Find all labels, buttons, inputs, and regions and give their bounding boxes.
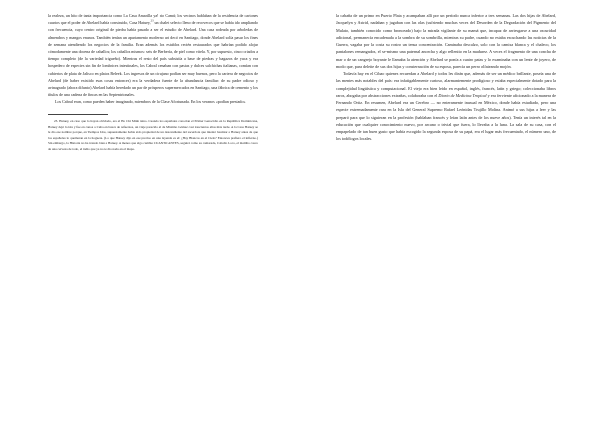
footnote: 23. Hatuey, en caso que lo hayan olvidado, era el Ho Chi Minh taíno. Cuando los españoles conocían el Primer Genocidio en la República Dominicana, Hatuey dejó la isla y fue en canoa a Cuba en busca de refuerzos, un viaje parecido al de Máximo Gómez casi trescientos años más tarde. A la Casa Hatuey se le dio ese nombre porque, en Tiempos Idos, supuestamente había sido propiedad de un descendiente del sacerdote que intentó bautizar a Hatuey antes de que los españoles lo quemaran en la hoguera. (Lo que Hatuey dijo en ese preciso en una leyenda es el: ¿Hay Blancos en el Cielo? Entonces prefiero el infierno.) Sin embargo, la Historia no ha tratado bien a Hatuey. A menos que algo cambie CUANTO ANTES, seguirá como su camarada, Caballo Loco, el maldito casco de una cerveza de todo, el indio que ya no te dio nada en el mapa. [48, 119, 258, 151]
left-page [48, 12, 258, 152]
footnote-rule [48, 114, 108, 115]
footnote-marker: 23 [150, 19, 154, 23]
left-paragraph-1 [48, 12, 258, 98]
right-paragraph-2-text-a: Todavía hay en el Cibao quienes recuerdan a Abelard y todos les dirán que, además de ser un médico brillante, poseía una de las mentes más notables del país: era infatigablemente curioso, alarmantemente prodigioso y estaba especialmente dotado para la complejidad lingüística y computacional. El viejo era bien leído en español, inglés, francés, latín y griego; coleccionaba libros raros, abogaba por abstracciones extrañas, colaboraba con el [336, 71, 556, 98]
right-paragraph-2 [336, 70, 556, 143]
right-page [336, 12, 556, 143]
left-paragraph-1-text-a: la realeza, un hito de tanta importancia como La Casa Amarilla ya! rio Camú; los vecinos hablaban de la residencia de cartones cuartos que el poder de Abelard había construido, Casa Hatuey, [48, 13, 258, 26]
right-paragraph-2-text-b: y era ferviente aficionado a la manera de Fernando Ortiz. En resumen, Abelard era un Cerebro — no enteramente inusual en México, donde había estudiado, pero una especie extremadamente rara en la Isla del General Supremo Rafael Leónidas Trujillo Molina. Animó a sus hijas a leer y las preparó para que lo siguieran en la profesión (hablaban francés y leían latín antes de los nueve años). Tenía un interés tal en la educación que cualquier conocimiento nuevo, por arcano o trivial que fuera, lo llevaba a la luna. La sala de su casa, con el empapelado de tan buen gusto que había escogido la segunda esposa de su papá, era el lugar más frecuentado, el número uno, de los todólogos locales. [336, 92, 556, 142]
left-paragraph-2: Los Cabral eran, como pueden haber imaginado, miembros de la Clase Afortunada. En los veranos «podían prestado» [55, 99, 246, 105]
left-paragraph-1-text-b: un chalet selecto lleno de recovecos que se había ido ampliando con frecuencia, cuyo centro original de piedra había pasado a ser el estudio de Abelard. Una casa rodeada por arboledas de almendros y mangos enanos. También tenían un apartamento moderno art decó en Santiago, donde Abelard solía pasar los fines de semana atendiendo los negocios de la familia. Eran además los establos recién restaurados que habrían podido alojar cómodamente una docena de caballos; los caballos mismos: seis de Berbería, de piel como vitela. Y, por supuesto, cinco criados a tiempo completo (de la variedad trigueño). Mientras el resto del país subsistía a base de piedras y bagazos de yuca y era hospedero de especies sin fin de lombrices intestinales, los Cabral cenaban con pastas y dulces salchichas italianas, comían con cubiertos de plata de Jalisco en platos Beleek. Los ingresos de un cirujano podían ser muy buenos, pero la cartera de negocios de Abelard (de haber existido esas cosas entonces) era la verdadera fuente de la abundancia familiar: de su padre odioso y avinagrado (ahora difunto) Abelard había heredado un par de prósperos supermercados en Santiago, una fábrica de cemento y los títulos de una cadena de fincas en las Septentrionales. [48, 20, 258, 98]
right-paragraph-1: la cabaña de un primo en Puerto Plata y acampaban allí por un período nunca inferior a tres semanas. Las dos hijas de Abelard, Jacquelyn y Astrid, nadaban y jugaban con las olas (sufriendo muchas veces del Desorden de la Degradación del Pigmento del Mulato, también conocido como bronceado) bajo la mirada vigilante de su mamá que, incapaz de arriesgarse a una oscuridad adicional, permanecía encadenada a la sombra de su sombrilla, mientras su padre, cuando no estaba escuchando las noticias de la Guerra, vagaba por la costa su rostro un tensa concentración. Caminaba descalzo, solo con la camisa blanca y el chaleco, los pantalones remangados, el se-mismo una paternal anorcha y algo rellenito en la madurez. A veces el fragmento de una concha de mar o de un cangrejo boyante le llamaba la atención y Abelard se ponía a cuatro patas y lo examinaba con un lente de joyero, de modo que, para deleite de sus dos hijas y consternación de su esposa, parecía un perro olfateando mojón. [336, 13, 556, 69]
journal-title: Diario de Medicina Tropical [438, 92, 487, 98]
